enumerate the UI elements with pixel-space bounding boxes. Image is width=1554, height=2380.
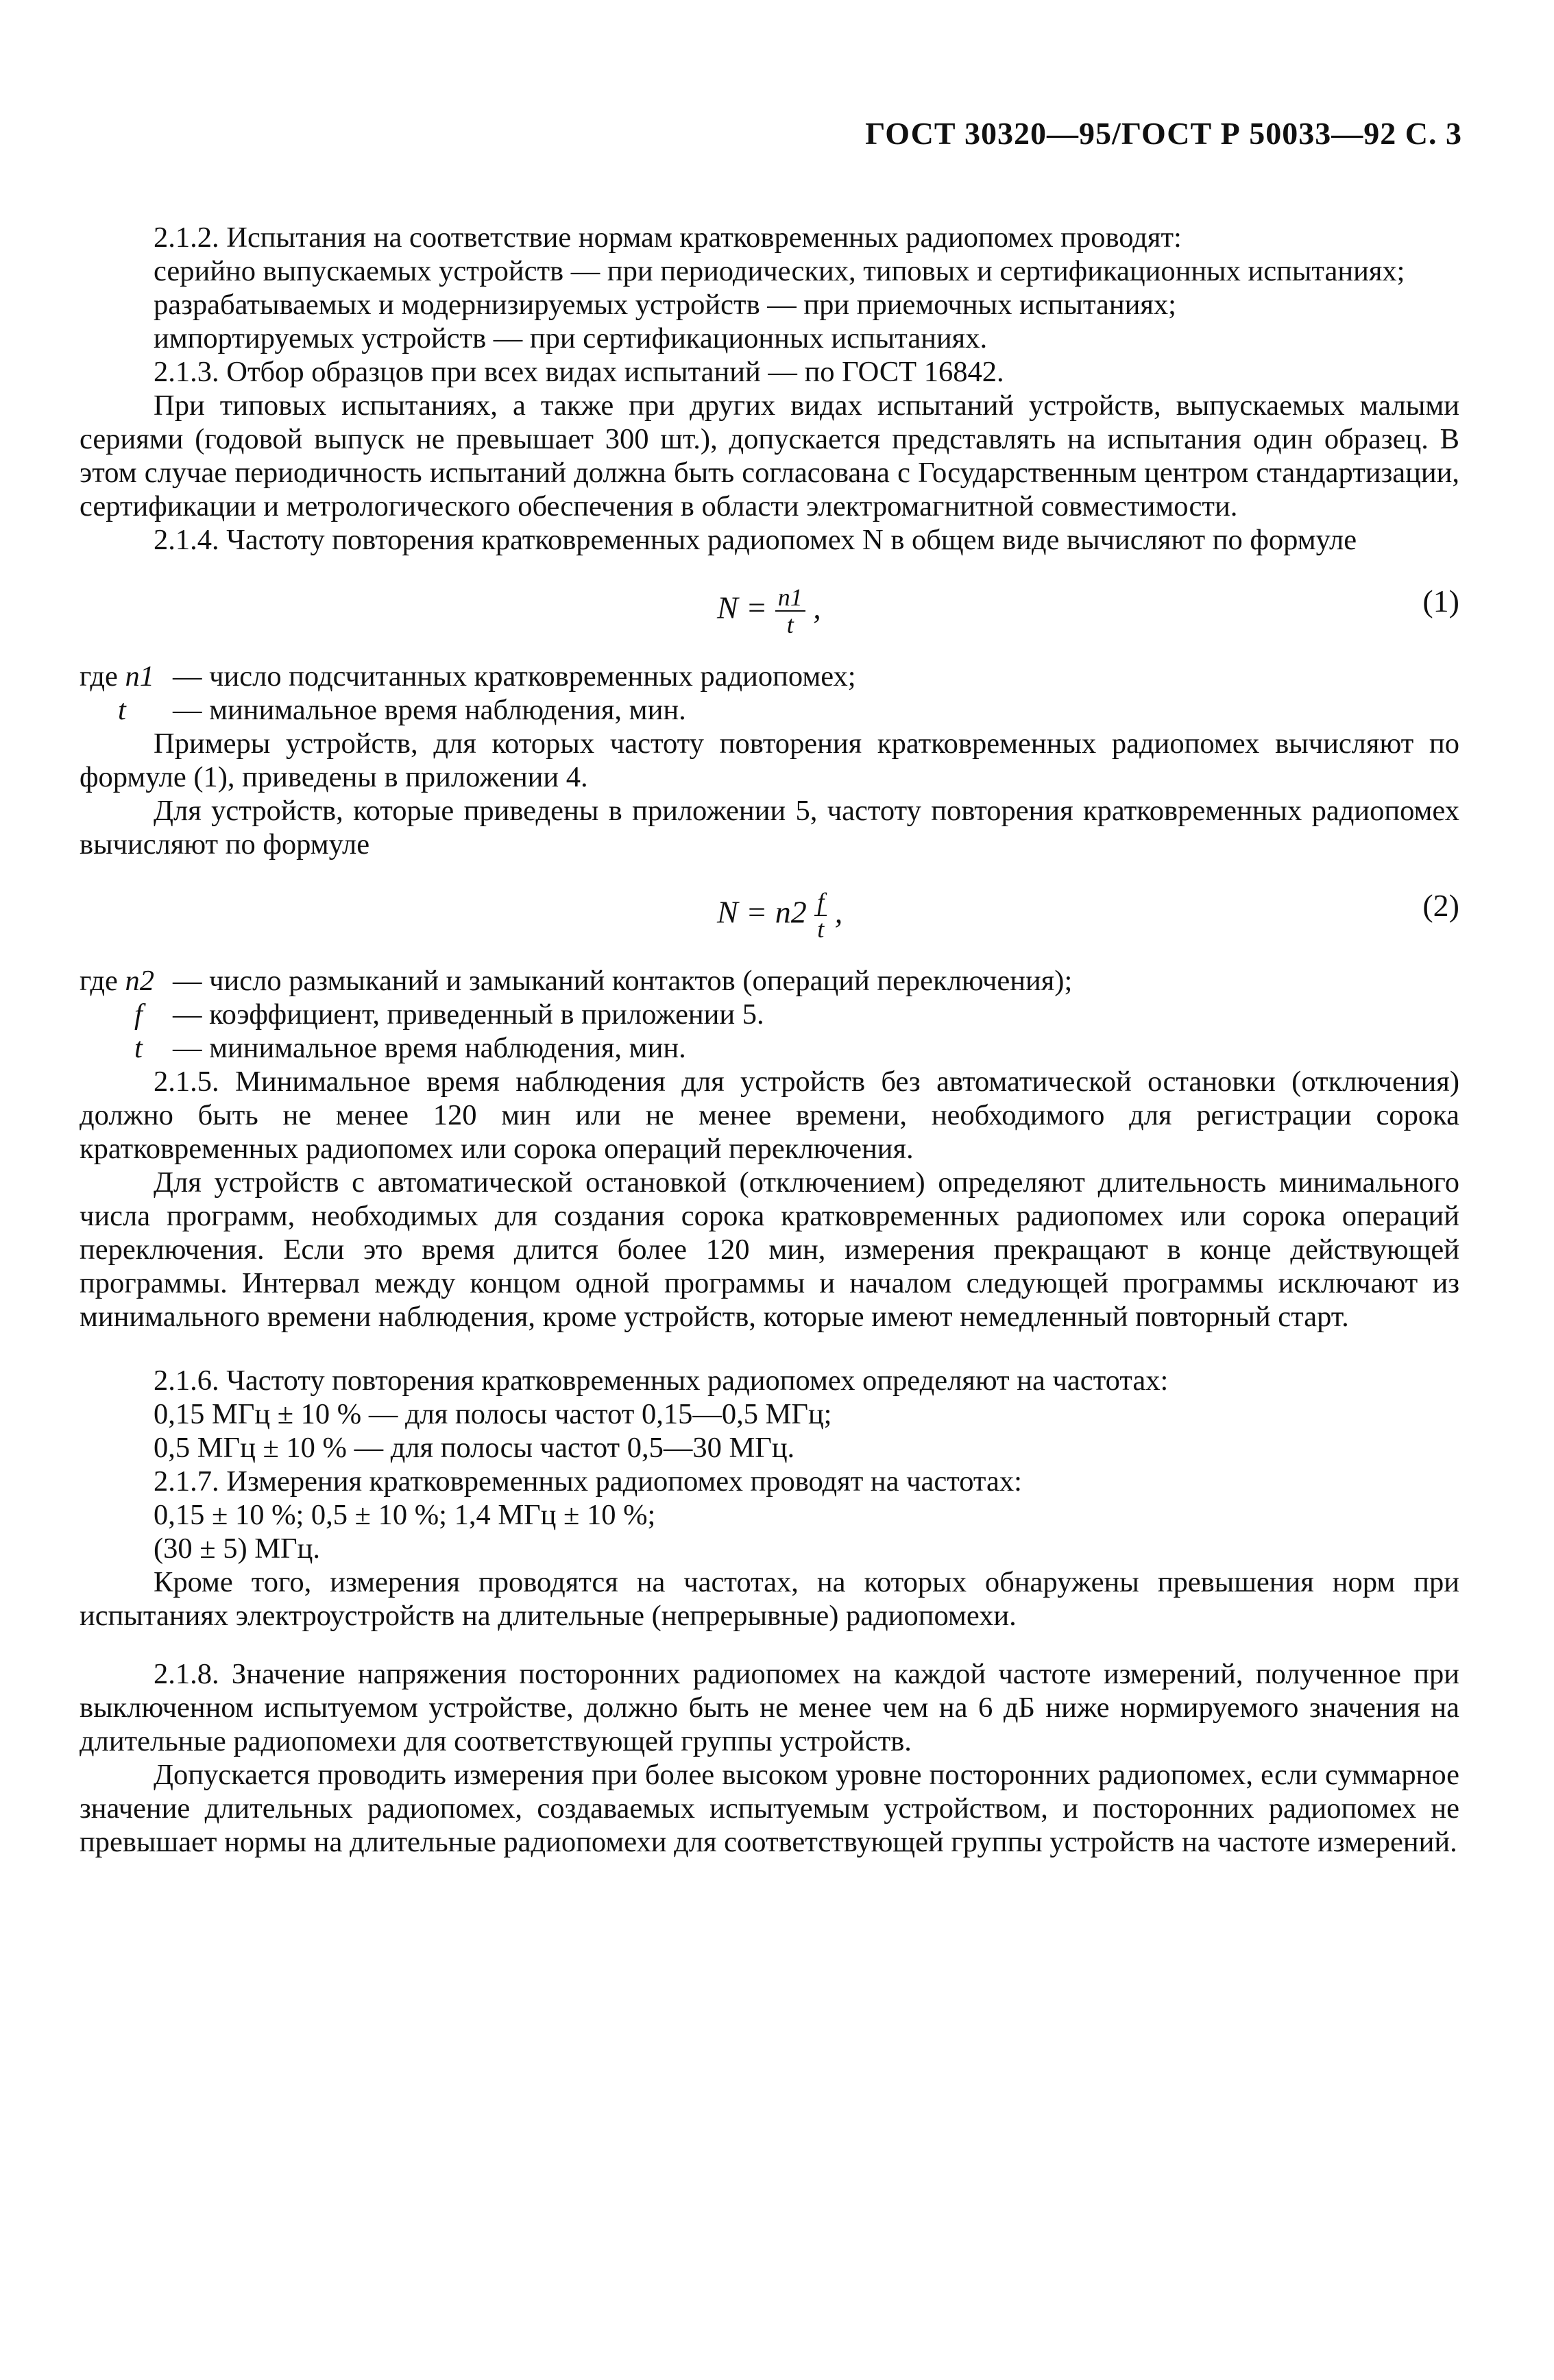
definition-row [80, 660, 1459, 693]
paragraph: Для устройств с автоматической остановкой (отключением) определяют длительность минимального числа программ, необходимых для создания сорока кратковременных радиопомех или сорока операций переключения. Если это время длится более 120 мин, измерения прекращают в конце действующей программы. Интервал между концом одной программы и началом следующей программы исключают из минимального времени наблюдения, кроме устройств, которые имеют немедленный повторный старт. [80, 1166, 1459, 1333]
formula-1-tail: , [813, 590, 821, 625]
paragraph-2-1-3: 2.1.3. Отбор образцов при всех видах испытаний — по ГОСТ 16842. [154, 356, 1004, 388]
formula-1-lhs: N = [717, 590, 768, 625]
definition-lead: где [80, 660, 118, 693]
definition-symbol: t [118, 694, 126, 726]
definition-text: — число размыканий и замыканий контактов (операций переключения); [173, 965, 1073, 997]
paragraph-2-1-8: 2.1.8. Значение напряжения посторонних радиопомех на каждой частоте измерений, полученное при выключенном испытуемом устройстве, должно быть не менее чем на 6 дБ ниже нормируемого значения на длительные радиопомехи для соответствующей группы устройств. [80, 1658, 1459, 1757]
formula-2-denominator: t [814, 915, 827, 942]
formula-2 [80, 861, 1459, 964]
paragraph-2-1-6: 2.1.6. Частоту повторения кратковременных радиопомех определяют на частотах: [154, 1365, 1169, 1397]
paragraph: Примеры устройств, для которых частоту повторения кратковременных радиопомех вычисляют по формуле (1), приведены в приложении 4. [80, 728, 1459, 793]
definition-lead: где [80, 965, 118, 997]
formula-2-fraction [814, 889, 827, 942]
formula-1-numerator: n1 [777, 584, 803, 611]
definition-symbol: t [134, 1032, 143, 1064]
definition-text: — минимальное время наблюдения, мин. [173, 694, 686, 726]
paragraph: разрабатываемых и модернизируемых устройств — при приемочных испытаниях; [154, 289, 1176, 321]
spacer [80, 1334, 1459, 1364]
paragraph: (30 ± 5) МГц. [154, 1532, 320, 1565]
formula-2-number: (2) [1422, 888, 1459, 923]
document-body [80, 221, 1459, 1859]
formula-1 [80, 557, 1459, 660]
definition-text: — минимальное время наблюдения, мин. [173, 1032, 686, 1064]
paragraph: Кроме того, измерения проводятся на частотах, на которых обнаружены превышения норм при испытаниях электроустройств на длительные (непрерывные) радиопомехи. [80, 1566, 1459, 1632]
definition-symbol: f [134, 998, 143, 1031]
spacer [80, 1633, 1459, 1657]
definition-row [80, 998, 1459, 1031]
formula-1-denominator: t [775, 610, 805, 638]
formula-2-tail: , [834, 894, 843, 930]
formula-1-fraction [775, 584, 805, 638]
paragraph: 0,5 МГц ± 10 % — для полосы частот 0,5—30 МГц. [154, 1432, 795, 1464]
definition-symbol: n1 [125, 660, 154, 693]
definition-row [80, 693, 1459, 727]
paragraph: 0,15 МГц ± 10 % — для полосы частот 0,15—0,5 МГц; [154, 1398, 832, 1430]
formula-2-numerator: f [817, 888, 825, 915]
paragraph: Допускается проводить измерения при более высоком уровне посторонних радиопомех, если суммарное значение длительных радиопомех, создаваемых испытуемым устройством, и посторонних радиопомех не превышает нормы на длительные радиопомехи для соответствующей группы устройств на частоте измерений. [80, 1759, 1459, 1858]
page-header: ГОСТ 30320—95/ГОСТ Р 50033—92 С. 3 [865, 116, 1462, 151]
formula-1-number: (1) [1422, 584, 1459, 618]
formula-2-lhs: N = n2 [717, 894, 807, 930]
paragraph: 0,15 ± 10 %; 0,5 ± 10 %; 1,4 МГц ± 10 %; [154, 1499, 656, 1531]
definition-row [80, 1031, 1459, 1065]
paragraph: При типовых испытаниях, а также при других видах испытаний устройств, выпускаемых малыми сериями (годовой выпуск не превышает 300 шт.), допускается представлять на испытания один образец. В этом случае периодичность испытаний должна быть согласована с Государственным центром стандартизации, сертификации и метрологического обеспечения в области электромагнитной совместимости. [80, 389, 1459, 522]
paragraph-2-1-4: 2.1.4. Частоту повторения кратковременных радиопомех N в общем виде вычисляют по формуле [154, 524, 1357, 556]
paragraph: Для устройств, которые приведены в приложении 5, частоту повторения кратковременных радиопомех вычисляют по формуле [80, 795, 1459, 861]
definition-symbol: n2 [125, 965, 154, 997]
formula-1-definitions [80, 660, 1459, 727]
definition-text: — число подсчитанных кратковременных радиопомех; [173, 660, 856, 693]
definition-text: — коэффициент, приведенный в приложении 5. [173, 998, 764, 1031]
paragraph: импортируемых устройств — при сертификационных испытаниях. [154, 322, 988, 354]
formula-2-definitions [80, 964, 1459, 1065]
paragraph: серийно выпускаемых устройств — при периодических, типовых и сертификационных испытаниях; [154, 255, 1405, 287]
definition-row [80, 964, 1459, 998]
paragraph-2-1-2: 2.1.2. Испытания на соответствие нормам кратковременных радиопомех проводят: [154, 221, 1182, 254]
paragraph-2-1-7: 2.1.7. Измерения кратковременных радиопомех проводят на частотах: [154, 1465, 1022, 1498]
paragraph-2-1-5: 2.1.5. Минимальное время наблюдения для устройств без автоматической остановки (отключения) должно быть не менее 120 мин или не менее времени, необходимого для регистрации сорока кратковременных радиопомех или сорока операций переключения. [80, 1066, 1459, 1165]
